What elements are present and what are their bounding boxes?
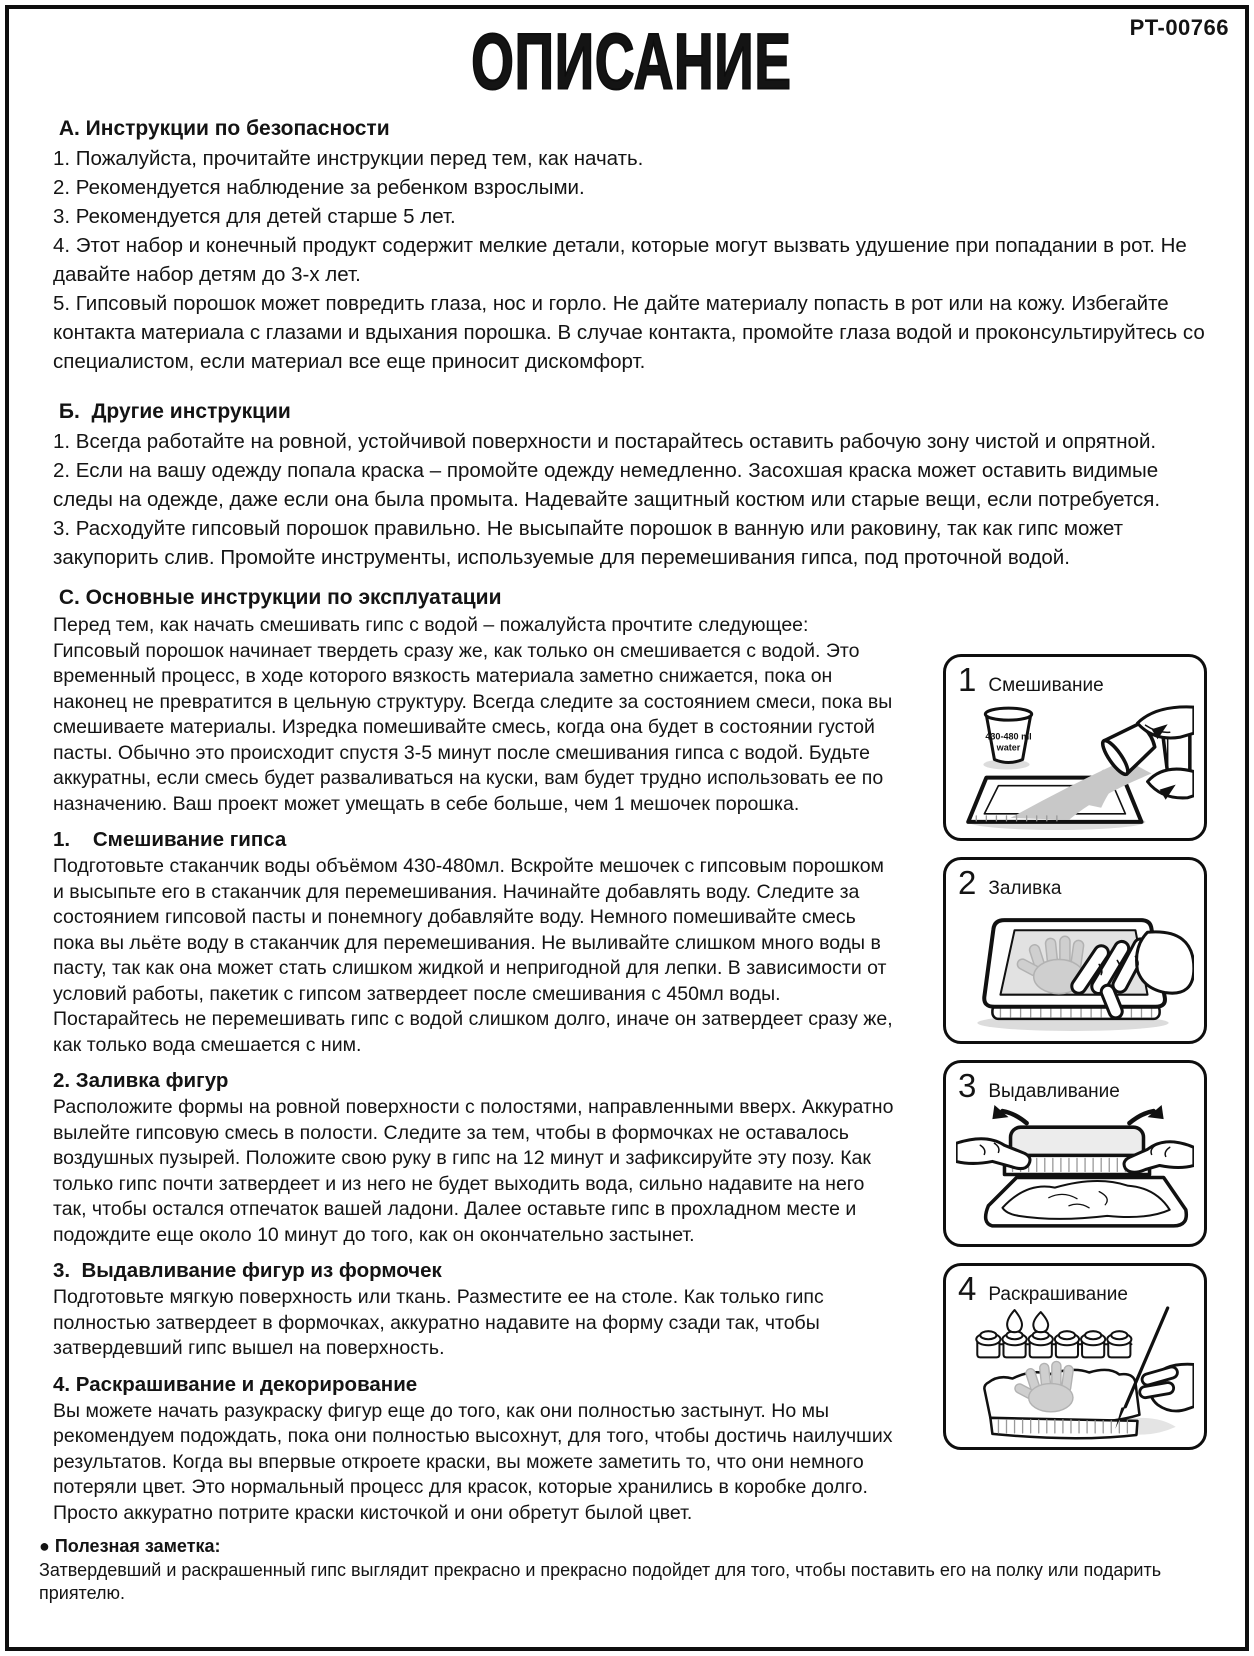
svg-text:430-480 ml: 430-480 ml <box>985 731 1032 742</box>
step-2-body: Расположите формы на ровной поверхности с полостями, направленными вверх. Аккуратно вылейте гипсовую смесь в полости. Следите за тем, чтобы в формочках не оставалось воздушных пузырей. Положите свою руку в гипс на 12 минут и зафиксируйте эту позу. Как только гипс почти затвердеет и из него не будет выходить вода, сильно надавите на него так, чтобы остался отпечаток вашей ладони. Далее оставьте гипс в прохладном месте и подождите еще около 10 минут до того, как он окончательно застынет. <box>53 1096 894 1246</box>
step-4-heading: 4. Раскрашивание и декорирование <box>53 1372 418 1396</box>
document-content <box>9 9 1245 1647</box>
step-3-demolding <box>53 1259 897 1362</box>
figure-painting <box>943 1263 1207 1450</box>
figure-2-label: Заливка <box>988 878 1062 899</box>
section-safety-heading: А. Инструкции по безопасности <box>53 117 390 141</box>
figure-2-number: 2 <box>958 864 977 901</box>
figure-3-label: Выдавливание <box>988 1081 1120 1102</box>
step-3-heading: 3. Выдавливание фигур из формочек <box>53 1259 442 1283</box>
section-safety <box>53 117 1209 376</box>
other-item: 1. Всегда работайте на ровной, устойчивой поверхности и постарайтесь оставить рабочую зону чистой и опрятной. <box>53 430 1157 454</box>
step-2-heading: 2. Заливка фигур <box>53 1069 229 1093</box>
section-other <box>53 400 1209 572</box>
figure-column <box>943 654 1207 1466</box>
figure-4-label: Раскрашивание <box>988 1284 1128 1305</box>
useful-note <box>39 1536 1209 1605</box>
useful-note-heading: ● Полезная заметка: <box>39 1536 221 1557</box>
safety-item: 1. Пожалуйста, прочитайте инструкции перед тем, как начать. <box>53 147 644 171</box>
section-main <box>53 586 897 1526</box>
safety-item: 4. Этот набор и конечный продукт содержит мелкие детали, которые могут вызвать удушение при попадании в рот. Не давайте набор детям до 3-х лет. <box>53 234 1187 287</box>
painting-illustration-icon <box>956 1306 1194 1443</box>
main-intro: Перед тем, как начать смешивать гипс с водой – пожалуйста прочтите следующее: Гипсовый порошок начинает твердеть сразу же, как только он смешивается с водой. Это временный процесс, в ходе которого вязкость материала заметно снижается, пока он наконец не превратится в цельную структуру. Всегда следите за состоянием смеси, пока вы смешиваете материалы. Изредка помешивайте смесь, когда она будет в состоянии густой пасты. Обычно это происходит спустя 3-5 минут после смешивания гипса с водой. Будьте аккуратны, если смесь будет разваливаться на куски, вам будет трудно использовать ее по назначению. Ваш проект может умещать в себе больше, чем 1 мешочек порошка. <box>53 614 893 815</box>
step-1-body: Подготовьте стаканчик воды объёмом 430-480мл. Вскройте мешочек с гипсовым порошком и высыпьте его в стаканчик для перемешивания. Начинайте добавлять воду. Следите за состоянием гипсовой пасты и понемногу добавляйте воду. Немного помешивайте смесь пока вы льёте воду в стаканчик для перемешивания. Не выливайте слишком много воды в пасту, так как она может стать слишком жидкой и непригодной для лепки. В зависимости от условий работы, пакетик с гипсом затвердеет после смешивания с 450мл воды. Постарайтесь не перемешивать гипс с водой слишком долго, иначе он затвердеет сразу же, как только вода смешается с ним. <box>53 855 893 1056</box>
safety-item: 2. Рекомендуется наблюдение за ребенком взрослыми. <box>53 176 585 200</box>
svg-text:water: water <box>996 742 1021 753</box>
useful-note-body: Затвердевший и раскрашенный гипс выглядит прекрасно и прекрасно подойдет для того, чтобы поставить его на полку или подарить приятелю. <box>39 1560 1162 1604</box>
demolding-illustration-icon <box>956 1103 1194 1240</box>
pouring-illustration-icon <box>956 900 1194 1037</box>
figure-mixing <box>943 654 1207 841</box>
other-item: 3. Расходуйте гипсовый порошок правильно. Не высыпайте порошок в ванную или раковину, так как гипс может закупорить слив. Промойте инструменты, используемые для перемешивания гипса, под проточной водой. <box>53 517 1123 570</box>
figure-1-label: Смешивание <box>988 675 1104 696</box>
figure-3-number: 3 <box>958 1067 977 1104</box>
figure-pouring <box>943 857 1207 1044</box>
figure-1-number: 1 <box>958 661 977 698</box>
product-code: PT-00766 <box>1129 15 1229 40</box>
safety-item: 3. Рекомендуется для детей старше 5 лет. <box>53 205 456 229</box>
figure-4-number: 4 <box>958 1270 977 1307</box>
step-1-mixing <box>53 828 897 1058</box>
safety-item: 5. Гипсовый порошок может повредить глаза, нос и горло. Не дайте материалу попасть в рот или на кожу. Избегайте контакта материала с глазами и вдыхания порошка. В случае контакта, промойте глаза водой и проконсультируйтесь со специалистом, если материал все еще приносит дискомфорт. <box>53 292 1205 374</box>
page-title: ОПИСАНИЕ <box>470 17 792 106</box>
other-item: 2. Если на вашу одежду попала краска – промойте одежду немедленно. Засохшая краска может оставить видимые следы на одежде, даже если она была промыта. Надевайте защитный костюм или старые вещи, если потребуется. <box>53 459 1161 512</box>
mixing-illustration-icon <box>956 697 1194 834</box>
figure-demolding <box>943 1060 1207 1247</box>
step-3-body: Подготовьте мягкую поверхность или ткань. Разместите ее на столе. Как только гипс полностью затвердеет в формочках, аккуратно надавите на форму сзади так, чтобы затвердевший гипс вышел на поверхность. <box>53 1286 824 1360</box>
step-1-heading: 1. Смешивание гипса <box>53 828 287 852</box>
section-main-heading: С. Основные инструкции по эксплуатации <box>53 586 502 610</box>
step-2-pouring <box>53 1069 897 1248</box>
step-4-body: Вы можете начать разукраску фигур еще до того, как они полностью застынут. Но мы рекомендуем подождать, пока они полностью высохнут, для того, чтобы достичь наилучших результатов. Когда вы впервые откроете краски, вы можете заметить то, что они немного потеряли цвет. Это нормальный процесс для красок, которые хранились в коробке долго. Просто аккуратно потрите краски кисточкой и они обретут былой цвет. <box>53 1399 893 1524</box>
document-page <box>5 5 1249 1651</box>
section-other-heading: Б. Другие инструкции <box>53 400 291 424</box>
step-4-painting <box>53 1373 897 1527</box>
